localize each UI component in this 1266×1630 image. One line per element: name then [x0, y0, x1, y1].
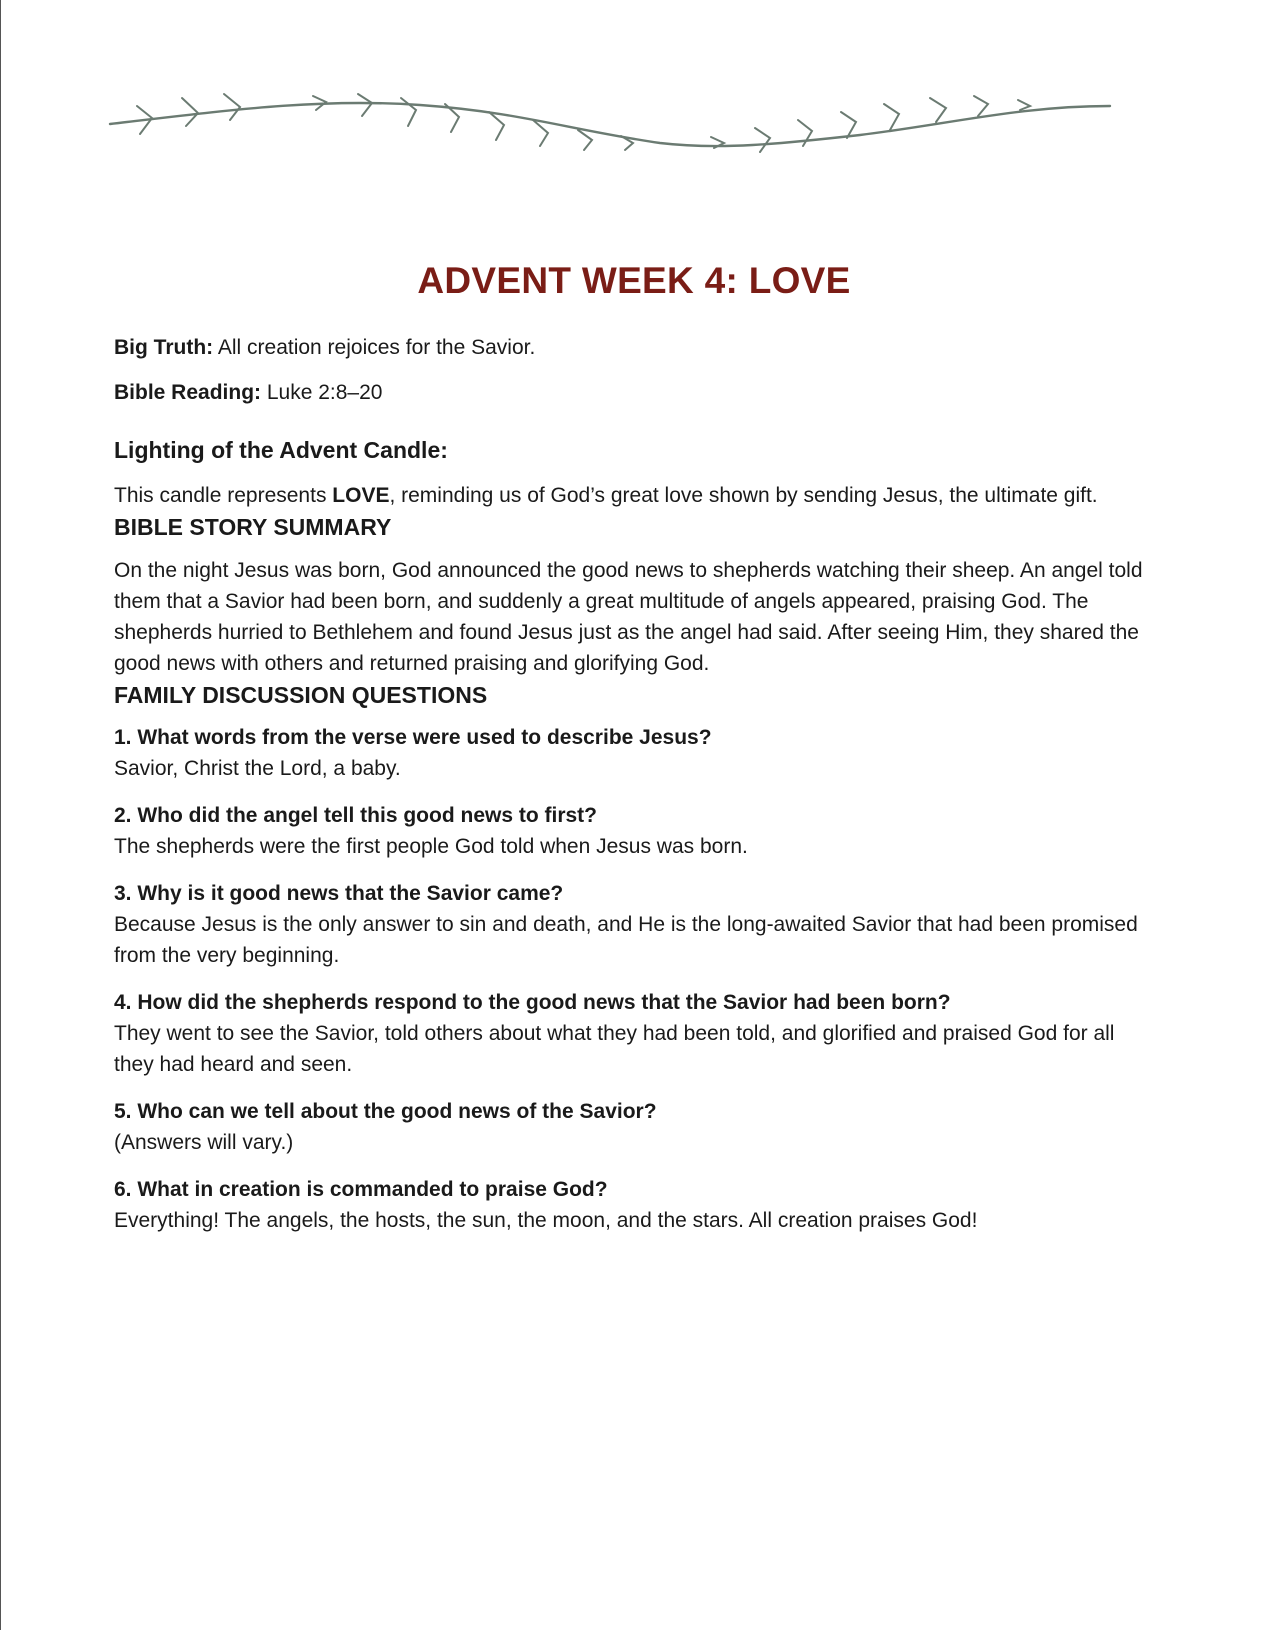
question-item: [114, 801, 1154, 862]
question-item: [114, 723, 1154, 784]
page-edge: [0, 0, 1, 1630]
garland-branch-icon: [100, 88, 1170, 168]
answer-text: They went to see the Savior, told others about what they had been told, and glorified and praised God for all they had heard and seen.: [114, 1022, 1115, 1076]
bible-reading: [114, 377, 1154, 408]
answer-text: Savior, Christ the Lord, a baby.: [114, 757, 401, 780]
bible-reading-text: Luke 2:8–20: [266, 381, 383, 404]
question-text: 2. Who did the angel tell this good news to first?: [114, 804, 597, 827]
answer-text: (Answers will vary.): [114, 1131, 294, 1154]
candle-heading: Lighting of the Advent Candle:: [114, 437, 448, 463]
question-text: 1. What words from the verse were used to describe Jesus?: [114, 726, 712, 749]
candle-text-after: , reminding us of God’s great love shown by sending Jesus, the ultimate gift.: [389, 484, 1098, 507]
answer-text: Everything! The angels, the hosts, the sun, the moon, and the stars. All creation praises God!: [114, 1209, 978, 1232]
summary-heading: BIBLE STORY SUMMARY: [114, 514, 392, 540]
question-item: [114, 1175, 1154, 1236]
page-title: ADVENT WEEK 4: LOVE: [417, 260, 851, 301]
bible-reading-label: Bible Reading:: [114, 381, 262, 404]
question-item: [114, 1097, 1154, 1158]
document-body: [114, 258, 1154, 1253]
big-truth: [114, 332, 1154, 363]
candle-text-before: This candle represents: [114, 484, 333, 507]
summary-text: On the night Jesus was born, God announced the good news to shepherds watching their sheep. An angel told them that a Savior had been born, and suddenly a great multitude of angels appeared, praising God. The shepherds hurried to Bethlehem and found Jesus just as the angel had said. After seeing Him, they shared the good news with others and returned praising and glorifying God.: [114, 559, 1143, 675]
candle-text: [114, 480, 1154, 511]
question-item: [114, 988, 1154, 1080]
discussion-list: [114, 723, 1154, 1236]
discussion-heading: FAMILY DISCUSSION QUESTIONS: [114, 682, 488, 708]
big-truth-text: All creation rejoices for the Savior.: [217, 336, 536, 359]
question-text: 5. Who can we tell about the good news of the Savior?: [114, 1100, 657, 1123]
question-text: 4. How did the shepherds respond to the good news that the Savior had been born?: [114, 991, 951, 1014]
question-text: 3. Why is it good news that the Savior came?: [114, 882, 564, 905]
answer-text: The shepherds were the first people God told when Jesus was born.: [114, 835, 748, 858]
answer-text: Because Jesus is the only answer to sin and death, and He is the long-awaited Savior that had been promised from the very beginning.: [114, 913, 1138, 967]
candle-emphasis: LOVE: [332, 484, 390, 507]
question-item: [114, 879, 1154, 971]
big-truth-label: Big Truth:: [114, 336, 214, 359]
question-text: 6. What in creation is commanded to praise God?: [114, 1178, 608, 1201]
